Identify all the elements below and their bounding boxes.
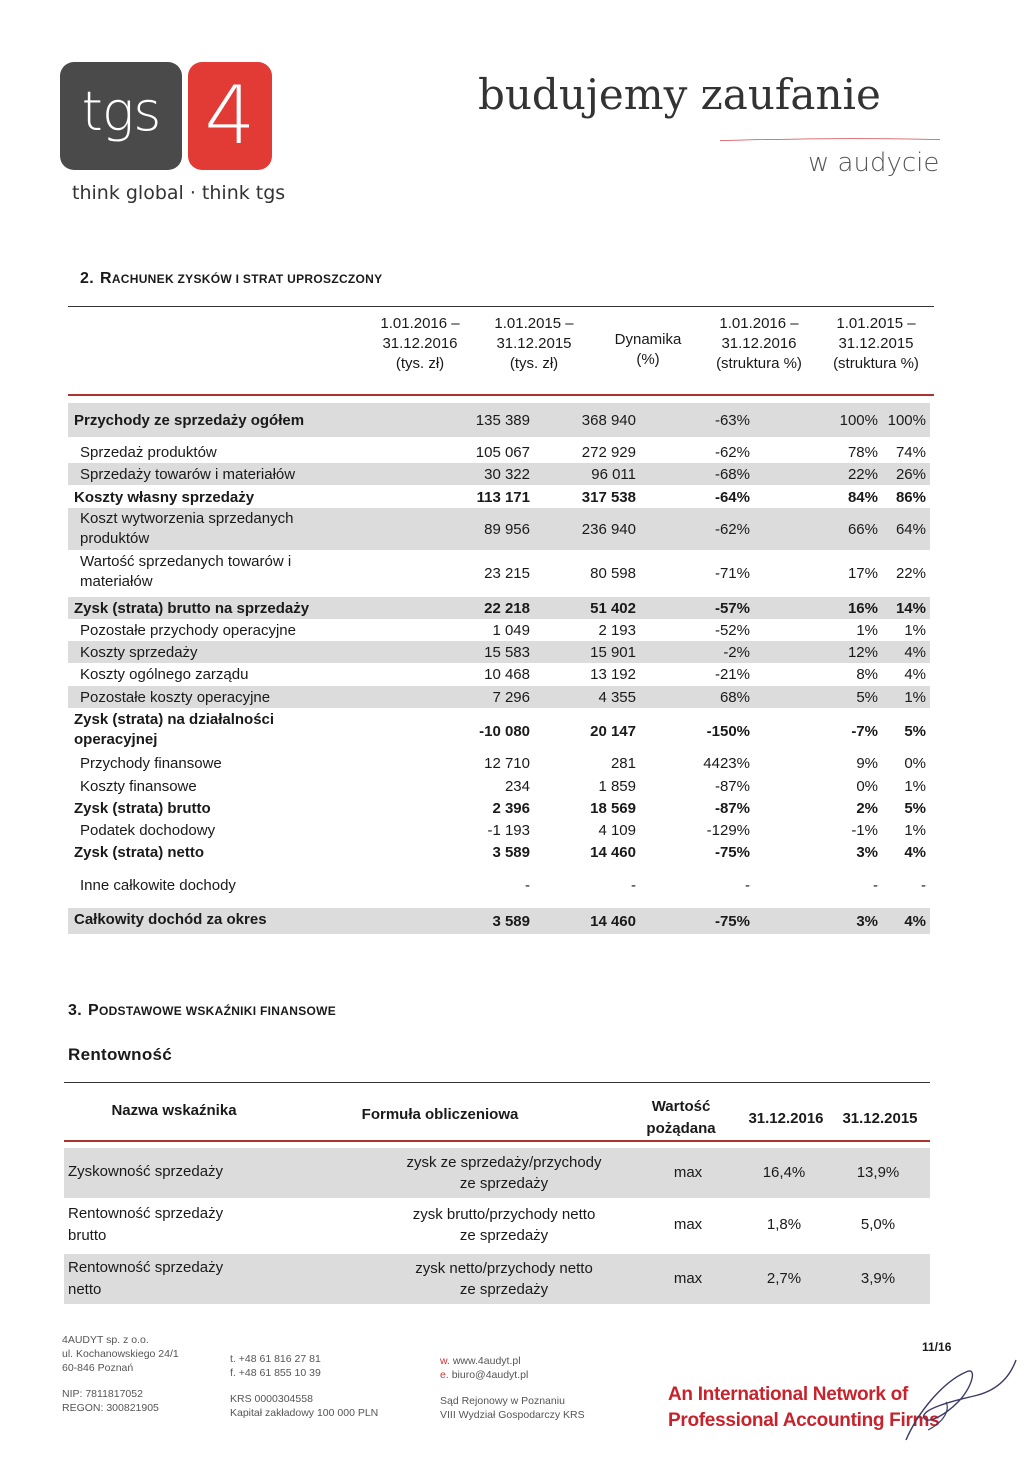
pl-cell-s2016: -7% — [851, 723, 878, 740]
pl-cell-v2015: 13 192 — [590, 666, 636, 683]
pl-cell-v2015: 4 109 — [598, 822, 636, 839]
pl-row — [68, 597, 930, 619]
section-3-title — [68, 1002, 336, 1020]
pl-cell-s2016: 12% — [847, 644, 878, 661]
ratio-value-target: max — [673, 1164, 703, 1181]
pl-cell-dyn: -87% — [714, 778, 750, 795]
pl-cell-v2015: 96 011 — [591, 466, 636, 483]
pl-row — [68, 403, 930, 437]
pl-cell-v2016: 3 589 — [492, 913, 530, 930]
pl-cell-s2016: 9% — [856, 755, 878, 772]
pl-cell-v2015: - — [631, 877, 636, 894]
section-3-rule — [64, 1082, 930, 1083]
pl-row-label: Przychody finansowe — [80, 755, 222, 772]
pl-col-2016-line2: 31.12.2016 — [382, 335, 458, 352]
logo-tgs-box: tgs — [60, 62, 182, 170]
pl-col-2015-line1: 1.01.2015 – — [494, 315, 574, 332]
section-3-initial: P — [87, 1002, 99, 1019]
pl-cell-dyn: -68% — [714, 466, 750, 483]
pl-cell-v2015: 14 460 — [590, 913, 636, 930]
pl-col-2016-line3: (tys. zł) — [395, 355, 445, 372]
ratio-name — [68, 1161, 223, 1183]
rt-header-rule — [64, 1140, 930, 1142]
pl-cell-s2015: 14% — [895, 600, 926, 617]
ratio-value-y2016: 2,7% — [766, 1270, 802, 1287]
footer-email-link[interactable]: biuro@4audyt.pl — [451, 1369, 529, 1381]
slogan-swoosh — [720, 138, 940, 141]
rt-head-2015: 31.12.2015 — [842, 1110, 918, 1127]
pl-row — [68, 551, 930, 595]
pl-col-2015 — [484, 314, 584, 396]
pl-cell-s2015: 100% — [887, 412, 926, 429]
pl-cell-s2016: 84% — [847, 489, 878, 506]
pl-cell-dyn: -57% — [714, 600, 750, 617]
pl-row-label: Koszty finansowe — [80, 778, 197, 795]
pl-cell-dyn: -71% — [714, 565, 750, 582]
pl-cell-s2016: 100% — [839, 412, 878, 429]
section-2-title-rest: ACHUNEK ZYSKÓW I STRAT UPROSZCZONY — [111, 272, 383, 286]
pl-row-label: Koszty sprzedaży — [80, 644, 198, 661]
pl-col-struct-2015-line1: 1.01.2015 – — [836, 315, 916, 332]
pl-col-dynamics-line1: Dynamika — [614, 331, 682, 348]
rt-head-formula: Formuła obliczeniowa — [361, 1106, 519, 1123]
pl-cell-s2015: 1% — [904, 822, 926, 839]
pl-row-label: Koszty ogólnego zarządu — [80, 666, 249, 683]
pl-cell-dyn: -62% — [714, 521, 750, 538]
section-2-title — [80, 270, 382, 288]
pl-col-2016 — [370, 314, 470, 396]
pl-cell-s2016: 1% — [856, 622, 878, 639]
pl-cell-v2016: 135 389 — [475, 412, 530, 429]
ratio-name-line1: Zyskowność sprzedaży — [68, 1163, 224, 1180]
footer-nip: NIP: 7811817052 — [62, 1388, 143, 1400]
ratio-row — [64, 1148, 930, 1198]
pl-cell-s2015: 1% — [904, 622, 926, 639]
pl-cell-dyn: -2% — [723, 644, 750, 661]
pl-cell-s2015: 4% — [904, 644, 926, 661]
footer-court-dept: VIII Wydział Gospodarczy KRS — [440, 1409, 585, 1421]
rt-head-target-line1: Wartość — [651, 1098, 711, 1115]
footer-regon: REGON: 300821905 — [62, 1402, 159, 1414]
pl-col-struct-2015-line3: (struktura %) — [833, 355, 919, 372]
ratio-name-line1: Rentowność sprzedaży — [68, 1259, 224, 1276]
footer-www-link[interactable]: www.4audyt.pl — [452, 1355, 521, 1367]
pl-row-label: Koszty własny sprzedaży — [74, 489, 255, 506]
pl-row — [68, 463, 930, 485]
pl-cell-v2015: 272 929 — [581, 444, 636, 461]
pl-cell-v2016: 3 589 — [492, 844, 530, 861]
footer-email-prefix: e. — [440, 1369, 449, 1381]
pl-cell-s2015: 1% — [904, 689, 926, 706]
ratio-row — [64, 1254, 930, 1304]
section-2-number: 2. — [80, 270, 94, 287]
pl-cell-v2016: 10 468 — [484, 666, 530, 683]
pl-cell-v2016: - — [525, 877, 530, 894]
pl-cell-s2016: - — [873, 877, 878, 894]
pl-col-struct-2016-line2: 31.12.2016 — [721, 335, 797, 352]
pl-cell-s2016: 17% — [847, 565, 878, 582]
slogan-subtitle: w audycie — [808, 148, 940, 178]
pl-cell-v2015: 4 355 — [598, 689, 636, 706]
pl-cell-s2015: 4% — [904, 666, 926, 683]
footer-web — [440, 1354, 585, 1422]
ratio-formula-line2: ze sprzedaży — [459, 1175, 549, 1192]
pl-cell-s2015: 0% — [904, 755, 926, 772]
pl-row-label: Sprzedaży towarów i materiałów — [80, 466, 296, 483]
footer-street: ul. Kochanowskiego 24/1 — [62, 1348, 179, 1360]
section-3-number: 3. — [68, 1002, 82, 1019]
pl-cell-dyn: -87% — [714, 800, 750, 817]
pl-row-label: Przychody ze sprzedaży ogółem — [74, 412, 305, 429]
rt-head-2016: 31.12.2016 — [748, 1110, 824, 1127]
footer-www-prefix: w. — [440, 1355, 450, 1367]
network-line2: Professional Accounting Firms — [668, 1410, 940, 1431]
pl-cell-v2016: 234 — [504, 778, 530, 795]
pl-row-label: Koszt wytworzenia sprzedanych produktów — [80, 510, 294, 547]
pl-cell-v2015: 1 859 — [598, 778, 636, 795]
pl-cell-s2016: 3% — [856, 913, 878, 930]
ratio-formula — [344, 1152, 664, 1194]
pl-row — [68, 686, 930, 708]
pl-cell-s2016: 22% — [847, 466, 878, 483]
ratio-value-target: max — [673, 1216, 703, 1233]
pl-row-label: Sprzedaż produktów — [80, 444, 217, 461]
pl-cell-s2015: 1% — [904, 778, 926, 795]
pl-cell-s2015: 64% — [895, 521, 926, 538]
section-3-title-rest: ODSTAWOWE WSKAŹNIKI FINANSOWE — [98, 1004, 337, 1018]
pl-cell-s2015: 5% — [904, 723, 926, 740]
logo-4-box: 4 — [188, 62, 272, 170]
footer-city: 60-846 Poznań — [62, 1362, 134, 1374]
ratio-name-line2: brutto — [68, 1227, 107, 1244]
pl-cell-dyn: -75% — [714, 844, 750, 861]
ratio-formula-line2: ze sprzedaży — [459, 1281, 549, 1298]
ratio-formula-line1: zysk netto/przychody netto — [415, 1260, 593, 1277]
pl-cell-s2016: 0% — [856, 778, 878, 795]
pl-cell-v2015: 20 147 — [590, 723, 636, 740]
pl-cell-v2015: 18 569 — [590, 800, 636, 817]
pl-row — [68, 797, 930, 819]
pl-cell-s2016: -1% — [851, 822, 878, 839]
pl-cell-s2016: 3% — [856, 844, 878, 861]
pl-cell-v2016: -1 193 — [487, 822, 530, 839]
pl-row — [68, 775, 930, 797]
pl-cell-v2016: 22 218 — [484, 600, 530, 617]
ratio-value-y2016: 16,4% — [762, 1164, 806, 1181]
pl-cell-v2016: 7 296 — [492, 689, 530, 706]
pl-col-2016-line1: 1.01.2016 – — [380, 315, 460, 332]
pl-cell-v2015: 317 538 — [581, 489, 636, 506]
rt-head-name: Nazwa wskaźnika — [111, 1102, 237, 1119]
pl-row — [68, 709, 930, 753]
section-2-rule — [68, 306, 934, 307]
pl-row-label: Wartość sprzedanych towarów i materiałów — [80, 553, 292, 590]
pl-cell-v2015: 368 940 — [581, 412, 636, 429]
pl-cell-v2016: 30 322 — [484, 466, 530, 483]
pl-cell-s2015: 86% — [895, 489, 926, 506]
footer-company: 4AUDYT sp. z o.o. — [62, 1334, 149, 1346]
pl-cell-dyn: -150% — [706, 723, 750, 740]
pl-row-label: Zysk (strata) na działalności operacyjnej — [74, 711, 275, 748]
pl-row — [68, 508, 930, 550]
pl-row-label: Zysk (strata) netto — [74, 844, 205, 861]
pl-row-label: Pozostałe koszty operacyjne — [80, 689, 271, 706]
ratio-value-y2016: 1,8% — [766, 1216, 802, 1233]
pl-row — [68, 486, 930, 508]
pl-row-label: Zysk (strata) brutto — [74, 800, 211, 817]
pl-col-struct-2016 — [704, 314, 814, 396]
pl-col-dynamics-line2: (%) — [636, 351, 660, 368]
ratio-formula — [344, 1258, 664, 1300]
logo-tagline: think global · think tgs — [72, 182, 286, 204]
ratio-name — [68, 1203, 223, 1247]
pl-col-struct-2016-line3: (struktura %) — [716, 355, 802, 372]
pl-cell-s2015: 4% — [904, 913, 926, 930]
ratio-value-y2015: 5,0% — [860, 1216, 896, 1233]
pl-col-struct-2015-line2: 31.12.2015 — [838, 335, 914, 352]
pl-cell-v2016: 23 215 — [484, 565, 530, 582]
pl-cell-dyn: -63% — [714, 412, 750, 429]
footer-krs: KRS 0000304558 — [230, 1393, 313, 1405]
pl-row — [68, 641, 930, 663]
pl-cell-v2016: 89 956 — [484, 521, 530, 538]
pl-cell-s2016: 78% — [847, 444, 878, 461]
pl-cell-s2016: 66% — [847, 521, 878, 538]
pl-row — [68, 663, 930, 685]
pl-cell-dyn: -129% — [706, 822, 750, 839]
pl-row-label: Zysk (strata) brutto na sprzedaży — [74, 600, 310, 617]
pl-cell-v2016: 15 583 — [484, 644, 530, 661]
ratio-formula-line2: ze sprzedaży — [459, 1227, 549, 1244]
pl-cell-dyn: -52% — [714, 622, 750, 639]
pl-cell-v2016: 1 049 — [492, 622, 530, 639]
slogan: budujemy zaufanie — [478, 70, 881, 119]
ratio-value-y2015: 3,9% — [860, 1270, 896, 1287]
pl-cell-s2016: 2% — [856, 800, 878, 817]
pl-row-label: Pozostałe przychody operacyjne — [80, 622, 296, 639]
pl-cell-v2016: 2 396 — [492, 800, 530, 817]
pl-row — [68, 619, 930, 641]
ratio-formula-line1: zysk ze sprzedaży/przychody — [406, 1154, 602, 1171]
pl-cell-v2016: 113 171 — [476, 489, 530, 506]
pl-row — [68, 441, 930, 463]
footer-phone: t. +48 61 816 27 81 — [230, 1353, 321, 1365]
ratio-value-y2015: 13,9% — [856, 1164, 900, 1181]
pl-cell-v2015: 2 193 — [598, 622, 636, 639]
pl-cell-s2015: 5% — [904, 800, 926, 817]
footer-contact — [230, 1352, 378, 1420]
pl-col-struct-2016-line1: 1.01.2016 – — [719, 315, 799, 332]
pl-cell-dyn: -62% — [714, 444, 750, 461]
ratio-row — [64, 1200, 930, 1250]
pl-cell-v2016: 105 067 — [475, 444, 530, 461]
rt-head-target-line2: pożądana — [646, 1120, 716, 1137]
footer-address — [62, 1333, 179, 1415]
pl-cell-v2015: 80 598 — [590, 565, 636, 582]
profitability-subtitle: Rentowność — [68, 1045, 173, 1064]
ratio-formula-line1: zysk brutto/przychody netto — [412, 1206, 596, 1223]
network-line1: An International Network of — [668, 1384, 908, 1405]
pl-cell-s2015: 74% — [895, 444, 926, 461]
pl-cell-v2015: 236 940 — [581, 521, 636, 538]
ratio-name-line1: Rentowność sprzedaży — [68, 1205, 224, 1222]
pl-cell-v2015: 15 901 — [590, 644, 636, 661]
pl-row — [68, 872, 930, 898]
pl-col-struct-2015 — [820, 314, 932, 396]
pl-cell-s2016: 16% — [847, 600, 878, 617]
pl-cell-s2015: 4% — [904, 844, 926, 861]
handwritten-signature — [888, 1352, 1018, 1448]
rt-head-target — [626, 1096, 736, 1140]
pl-cell-v2015: 281 — [610, 755, 636, 772]
pl-cell-s2015: 22% — [895, 565, 926, 582]
section-2-initial: R — [99, 270, 112, 287]
ratio-formula — [344, 1204, 664, 1246]
page-number: 11/16 — [922, 1340, 952, 1354]
pl-cell-dyn: 68% — [719, 689, 750, 706]
footer-court: Sąd Rejonowy w Poznaniu — [440, 1395, 565, 1407]
pl-cell-v2016: 12 710 — [484, 755, 530, 772]
pl-cell-v2016: -10 080 — [479, 723, 530, 740]
pl-cell-dyn: -21% — [714, 666, 750, 683]
footer-fax: f. +48 61 855 10 39 — [230, 1367, 321, 1379]
pl-row — [68, 841, 930, 863]
pl-col-dynamics — [598, 330, 698, 412]
pl-cell-s2016: 8% — [856, 666, 878, 683]
pl-header-rule — [68, 394, 934, 396]
ratio-value-target: max — [673, 1270, 703, 1287]
pl-row-label: Podatek dochodowy — [80, 822, 216, 839]
pl-cell-dyn: 4423% — [703, 755, 750, 772]
pl-row-label: Całkowity dochód za okres — [74, 911, 267, 928]
pl-cell-s2016: 5% — [856, 689, 878, 706]
pl-row — [68, 752, 930, 774]
pl-col-2015-line3: (tys. zł) — [509, 355, 559, 372]
footer-capital: Kapitał zakładowy 100 000 PLN — [230, 1407, 379, 1419]
pl-row-label: Inne całkowite dochody — [80, 877, 236, 894]
pl-row — [68, 908, 930, 934]
pl-cell-dyn: -64% — [714, 489, 750, 506]
pl-cell-s2015: - — [921, 877, 926, 894]
pl-cell-v2015: 51 402 — [590, 600, 636, 617]
pl-cell-s2015: 26% — [895, 466, 926, 483]
pl-cell-dyn: -75% — [714, 913, 750, 930]
ratio-name-line2: netto — [68, 1281, 102, 1298]
pl-row — [68, 819, 930, 841]
pl-cell-v2015: 14 460 — [590, 844, 636, 861]
company-logo — [60, 62, 292, 212]
pl-cell-dyn: - — [745, 877, 750, 894]
pl-col-2015-line2: 31.12.2015 — [496, 335, 572, 352]
ratio-name — [68, 1257, 223, 1301]
